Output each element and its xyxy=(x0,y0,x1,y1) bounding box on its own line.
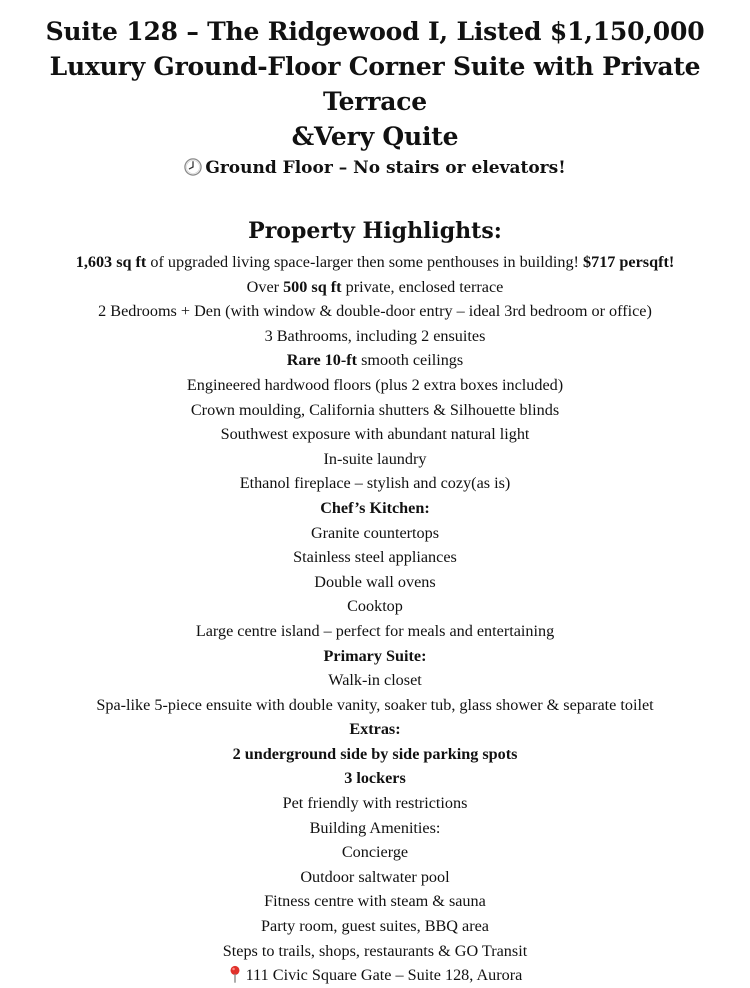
amenity-item: Outdoor saltwater pool xyxy=(300,867,450,886)
highlight-crown: Crown moulding, California shutters & Silhouette blinds xyxy=(190,400,560,419)
highlight-laundry: In-suite laundry xyxy=(323,449,427,468)
kitchen-item: Stainless steel appliances xyxy=(293,548,457,567)
highlights-heading: Property Highlights: xyxy=(248,218,502,244)
ceilings-bold: Rare 10-ft xyxy=(286,351,358,370)
amenity-item: Steps to trails, shops, restaurants & GO Transit xyxy=(222,941,528,960)
address-line xyxy=(0,963,750,988)
highlight-ceilings xyxy=(0,348,750,373)
listing-title: Suite 128 – The Ridgewood I, Listed $1,150,000 xyxy=(45,17,705,46)
terrace-size: 500 sq ft xyxy=(283,277,342,296)
size-text: of upgraded living space-larger then some penthouses in building! xyxy=(146,253,583,271)
highlight-size xyxy=(0,250,750,275)
highlight-floors: Engineered hardwood floors (plus 2 extra boxes included) xyxy=(186,375,564,394)
kitchen-item: Cooktop xyxy=(347,597,403,616)
clock-icon xyxy=(184,158,202,176)
highlight-bathrooms: 3 Bathrooms, including 2 ensuites xyxy=(264,326,486,345)
highlight-exposure: Southwest exposure with abundant natural light xyxy=(220,425,530,444)
kitchen-item: Double wall ovens xyxy=(314,572,436,591)
amenity-item: Concierge xyxy=(341,843,409,862)
extras-pets: Pet friendly with restrictions xyxy=(282,794,468,813)
extras-heading: Extras: xyxy=(349,720,401,739)
highlight-fireplace: Ethanol fireplace – stylish and cozy(as is) xyxy=(239,474,511,493)
price-per-sqft: $717 persqft! xyxy=(583,253,675,271)
ground-floor-note xyxy=(0,154,750,182)
extras-parking: 2 underground side by side parking spots xyxy=(232,744,518,763)
map-pin-icon xyxy=(228,965,242,983)
primary-suite-item: Walk-in closet xyxy=(328,671,422,690)
terrace-prefix: Over xyxy=(246,277,284,296)
ground-floor-text: Ground Floor – No stairs or elevators! xyxy=(205,158,566,178)
ceilings-text: smooth ceilings xyxy=(357,351,464,370)
highlight-terrace xyxy=(0,275,750,300)
highlights-list xyxy=(0,250,750,988)
amenity-item: Fitness centre with steam & sauna xyxy=(264,892,486,911)
extras-lockers: 3 lockers xyxy=(344,769,406,788)
primary-suite-item: Spa-like 5-piece ensuite with double vanity, soaker tub, glass shower & separate toilet xyxy=(96,695,654,714)
kitchen-item: Granite countertops xyxy=(310,523,440,542)
terrace-text: private, enclosed terrace xyxy=(341,277,504,296)
amenities-heading: Building Amenities: xyxy=(309,818,441,837)
primary-suite-heading: Primary Suite: xyxy=(323,646,427,665)
kitchen-item: Large centre island – perfect for meals and entertaining xyxy=(195,621,555,640)
listing-tagline-cont: &Very Quite xyxy=(291,122,459,151)
listing-tagline: Luxury Ground-Floor Corner Suite with Private Terrace xyxy=(49,52,701,116)
address-text: 111 Civic Square Gate – Suite 128, Aurora xyxy=(245,966,523,985)
amenity-item: Party room, guest suites, BBQ area xyxy=(261,917,489,936)
highlight-bedrooms: 2 Bedrooms + Den (with window & double-door entry – ideal 3rd bedroom or office) xyxy=(98,302,652,321)
kitchen-heading: Chef’s Kitchen: xyxy=(320,498,430,517)
size-value: 1,603 sq ft xyxy=(75,253,147,271)
